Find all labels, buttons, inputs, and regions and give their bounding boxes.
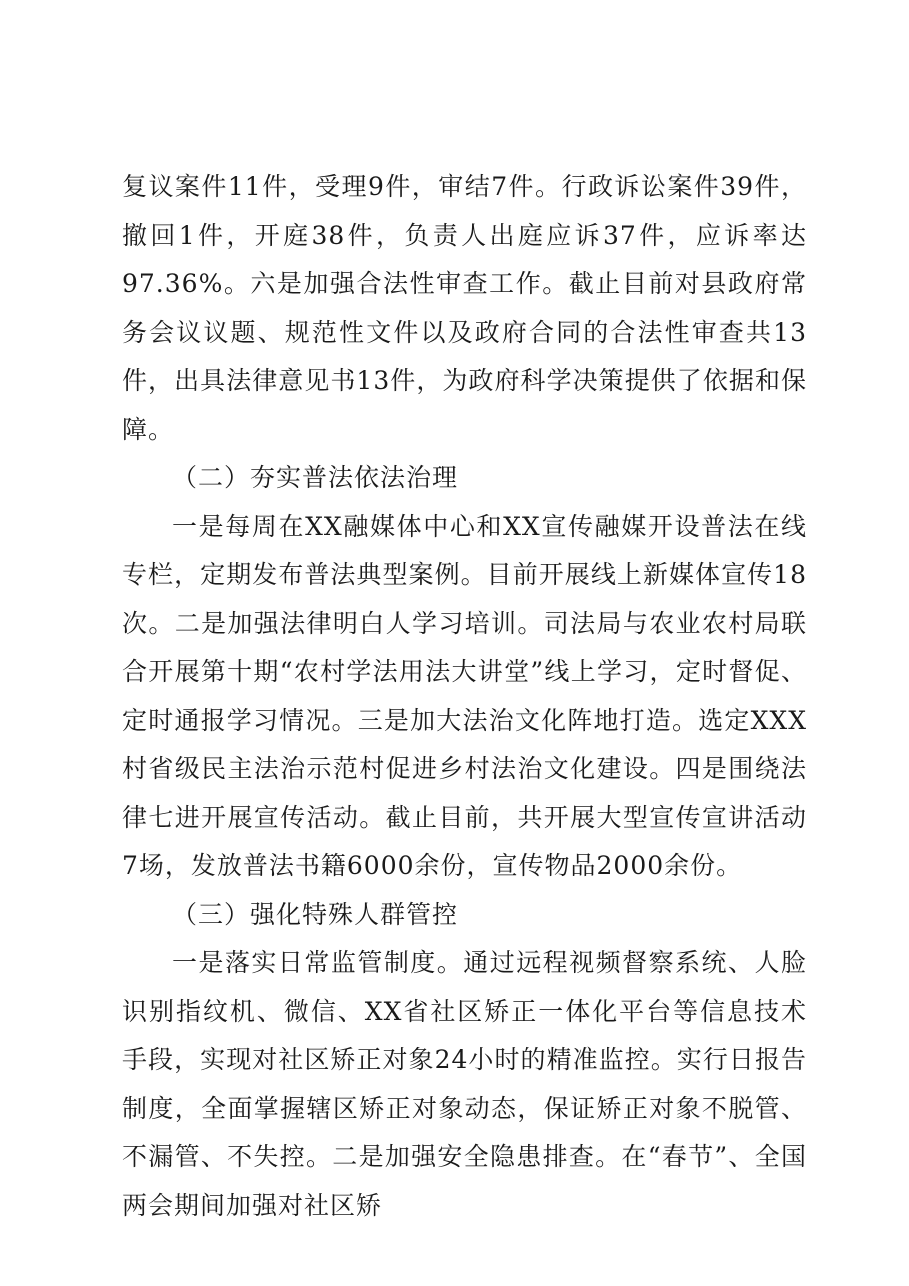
paragraph-special-groups: 一是落实日常监管制度。通过远程视频督察系统、人脸识别指纹机、微信、XX省社区矫正一体化平台等信息技术手段，实现对社区矫正对象24小时的精准监控。实行日报告制度，全面掌握辖区矫正对象动态，保证矫正对象不脱管、不漏管、不失控。二是加强安全隐患排查。在“春节”、全国两会期间加强对社区矫 <box>122 948 807 1220</box>
paragraph-legal-education: 一是每周在XX融媒体中心和XX宣传融媒开设普法在线专栏，定期发布普法典型案例。目前开展线上新媒体宣传18次。二是加强法律明白人学习培训。司法局与农业农村局联合开展第十期“农村学法用法大讲堂”线上学习，定时督促、定时通报学习情况。三是加大法治文化阵地打造。选定XXX村省级民主法治示范村促进乡村法治文化建设。四是围绕法律七进开展宣传活动。截止目前，共开展大型宣传宣讲活动7场，发放普法书籍6000余份，宣传物品2000余份。 <box>122 511 807 880</box>
paragraph-review-cases: 复议案件11件，受理9件，审结7件。行政诉讼案件39件，撤回1件，开庭38件，负责人出庭应诉37件，应诉率达97.36%。六是加强合法性审查工作。截止目前对县政府常务会议议题、规范性文件以及政府合同的合法性审查共13件，出具法律意见书13件，为政府科学决策提供了依据和保障。 <box>122 172 807 444</box>
section-heading-special-groups: （三）强化特殊人群管控 <box>172 899 459 929</box>
document-body <box>122 163 807 1230</box>
section-heading-legal-education: （二）夯实普法依法治理 <box>172 463 459 492</box>
